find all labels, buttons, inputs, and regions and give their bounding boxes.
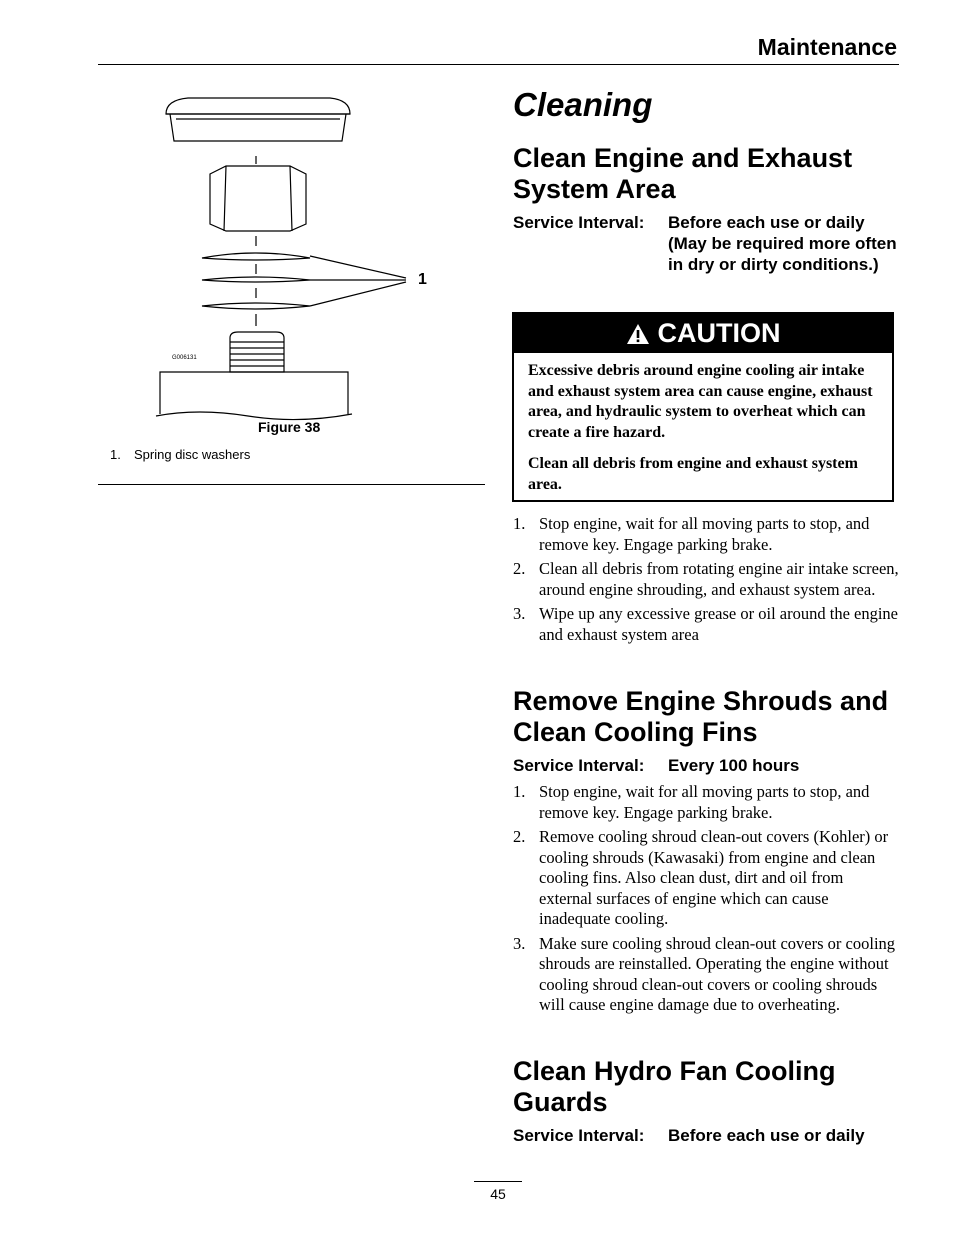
service-interval-clean-engine xyxy=(513,212,899,275)
caution-box xyxy=(512,312,894,502)
page-title: Cleaning xyxy=(513,86,653,123)
step-number: 3. xyxy=(513,933,526,953)
section-heading-remove-shrouds: Remove Engine Shrouds and Clean Cooling Fins xyxy=(513,686,889,747)
legend-number: 1. xyxy=(110,447,121,462)
section-heading-hydro-fan: Clean Hydro Fan Cooling Guards xyxy=(513,1056,836,1117)
step-number: 1. xyxy=(513,514,526,533)
step-text: Remove cooling shroud clean-out covers (Kohler) or cooling shrouds (Kawasaki) from engine and clean cooling fins. Also clean dust, dirt and oil from external surfaces of engine which can cause inadequate cooling. xyxy=(539,827,889,928)
list-item xyxy=(513,514,899,555)
callout-number: 1 xyxy=(418,271,427,288)
header-rule xyxy=(98,64,899,65)
footer-rule xyxy=(474,1181,522,1182)
interval-value: Before each use or daily xyxy=(668,1126,865,1145)
legend-text: Spring disc washers xyxy=(134,447,251,462)
figure-legend xyxy=(110,447,250,462)
figure-bottom-rule xyxy=(98,484,485,485)
spring-disc-washers-illustration xyxy=(98,86,485,426)
list-item xyxy=(513,934,899,1016)
step-number: 2. xyxy=(513,559,526,578)
steps-list-remove-shrouds xyxy=(513,782,899,1020)
step-number: 1. xyxy=(513,782,526,801)
section-header: Maintenance xyxy=(757,34,897,60)
list-item xyxy=(513,604,899,645)
list-item xyxy=(513,827,899,930)
warning-triangle-icon xyxy=(626,323,650,345)
caution-paragraph: Clean all debris from engine and exhaust system area. xyxy=(528,455,858,493)
section-heading-clean-engine: Clean Engine and Exhaust System Area xyxy=(513,143,853,204)
service-interval-hydro-fan xyxy=(513,1125,899,1146)
step-number: 3. xyxy=(513,604,526,623)
step-text: Stop engine, wait for all moving parts to stop, and remove key. Engage parking brake. xyxy=(539,782,870,822)
list-item xyxy=(513,782,899,823)
interval-value: Before each use or daily (May be required more often in dry or dirty conditions.) xyxy=(668,213,897,274)
step-text: Wipe up any excessive grease or oil around the engine and exhaust system area xyxy=(539,604,898,644)
interval-label: Service Interval: xyxy=(513,213,645,232)
interval-label: Service Interval: xyxy=(513,1126,645,1145)
caution-header xyxy=(514,314,892,353)
interval-label: Service Interval: xyxy=(513,756,645,775)
figure-38 xyxy=(98,86,485,486)
caution-label: CAUTION xyxy=(657,318,781,348)
page-number: 45 xyxy=(490,1186,506,1202)
interval-value: Every 100 hours xyxy=(668,756,800,775)
step-text: Clean all debris from rotating engine air intake screen, around engine shrouding, and exhaust system area. xyxy=(539,559,899,599)
step-text: Stop engine, wait for all moving parts to stop, and remove key. Engage parking brake. xyxy=(539,514,870,554)
figure-code: G006131 xyxy=(172,355,197,361)
step-text: Make sure cooling shroud clean-out covers or cooling shrouds are reinstalled. Operating the engine without cooling shroud clean-out covers or cooling shrouds will cause engine damage due to overheating. xyxy=(539,933,896,1014)
step-number: 2. xyxy=(513,827,526,846)
caution-body xyxy=(514,353,892,495)
caution-paragraph: Excessive debris around engine cooling air intake and exhaust system area can cause engine, exhaust area, and hydraulic system to overheat which can create a fire hazard. xyxy=(528,362,873,441)
figure-caption: Figure 38 xyxy=(258,419,321,435)
service-interval-remove-shrouds xyxy=(513,755,899,776)
steps-list-clean-engine xyxy=(513,514,899,649)
list-item xyxy=(513,559,899,600)
